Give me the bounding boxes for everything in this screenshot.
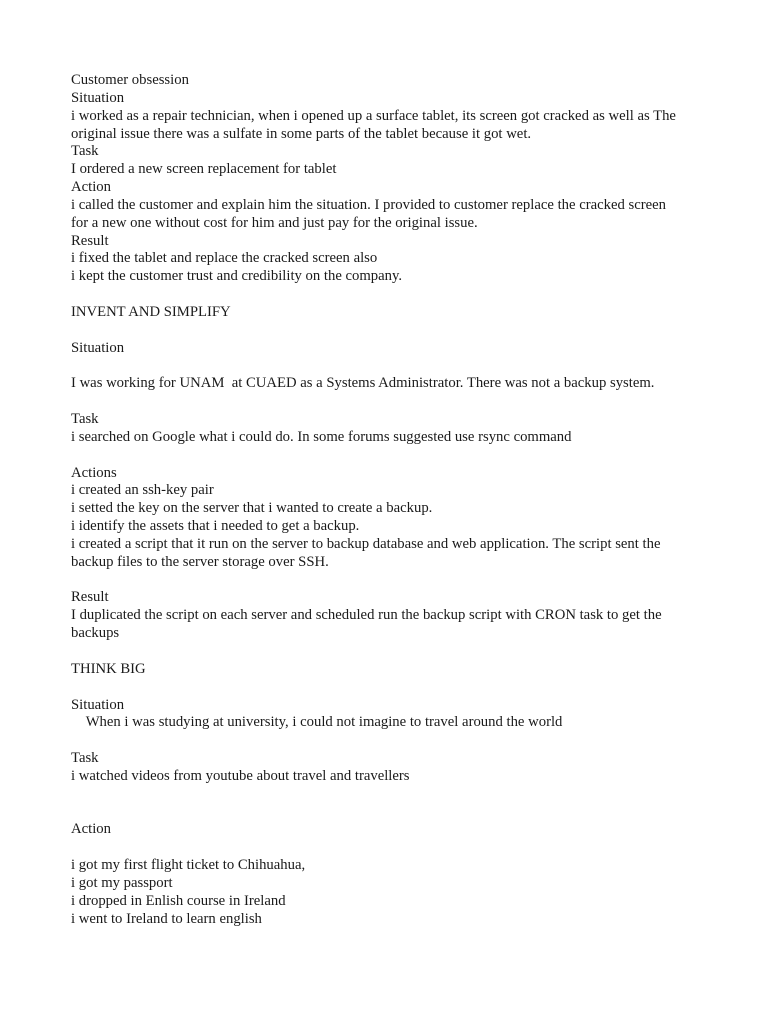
document-line: i dropped in Enlish course in Ireland (71, 892, 286, 909)
blank-line (71, 732, 712, 750)
document-line: i created an ssh-key pair (71, 482, 214, 499)
document-line: Task (71, 143, 99, 160)
blank-line (71, 804, 712, 822)
blank-line (71, 358, 712, 376)
document-line: I ordered a new screen replacement for tablet (71, 161, 337, 178)
blank-line (71, 679, 712, 697)
document-line: backup files to the server storage over SSH. (71, 553, 329, 570)
blank-line (71, 286, 712, 304)
document-line: I was working for UNAM at CUAED as a Systems Administrator. There was not a backup system. (71, 375, 655, 392)
document-line: i went to Ireland to learn english (71, 910, 262, 927)
document-line: Customer obsession (71, 72, 189, 88)
document-line: Task (71, 411, 99, 428)
document-line: i worked as a repair technician, when i opened up a surface tablet, its screen got cracked as well as The (71, 107, 676, 124)
document-line: original issue there was a sulfate in some parts of the tablet because it got wet. (71, 125, 532, 142)
document-line: backups (71, 625, 120, 642)
document-line: i created a script that it run on the server to backup database and web application. The script sent the (71, 535, 661, 552)
document-line: Result (71, 589, 109, 606)
document-line: I duplicated the script on each server and scheduled run the backup script with CRON task to get the (71, 607, 662, 624)
blank-line (71, 393, 712, 411)
document-body (71, 72, 712, 929)
document-line: THINK BIG (71, 660, 146, 677)
document-line: Situation (71, 339, 125, 356)
document-line: i watched videos from youtube about travel and travellers (71, 767, 410, 784)
document-line: i identify the assets that i needed to get a backup. (71, 518, 360, 535)
blank-line (71, 572, 712, 590)
document-line: When i was studying at university, i could not imagine to travel around the world (71, 714, 563, 731)
document-line: Action (71, 179, 111, 196)
document-line: Actions (71, 464, 117, 481)
blank-line (71, 839, 712, 857)
document-line: i setted the key on the server that i wanted to create a backup. (71, 500, 433, 517)
document-line: i searched on Google what i could do. In some forums suggested use rsync command (71, 428, 572, 445)
document-line: Task (71, 750, 99, 767)
document-line: i got my first flight ticket to Chihuahua, (71, 857, 306, 874)
document-line: i fixed the tablet and replace the cracked screen also (71, 250, 378, 267)
document-line: i called the customer and explain him the situation. I provided to customer replace the cracked screen (71, 196, 667, 213)
document-line: INVENT AND SIMPLIFY (71, 303, 231, 320)
document-line: Situation (71, 696, 125, 713)
blank-line (71, 322, 712, 340)
document-line: for a new one without cost for him and just pay for the original issue. (71, 214, 478, 231)
document-line: Action (71, 821, 111, 838)
document-line: Result (71, 232, 109, 249)
document-line: Situation (71, 89, 125, 106)
blank-line (71, 643, 712, 661)
document-line: i got my passport (71, 874, 173, 891)
blank-line (71, 447, 712, 465)
document-line: i kept the customer trust and credibility on the company. (71, 268, 403, 285)
blank-line (71, 786, 712, 804)
